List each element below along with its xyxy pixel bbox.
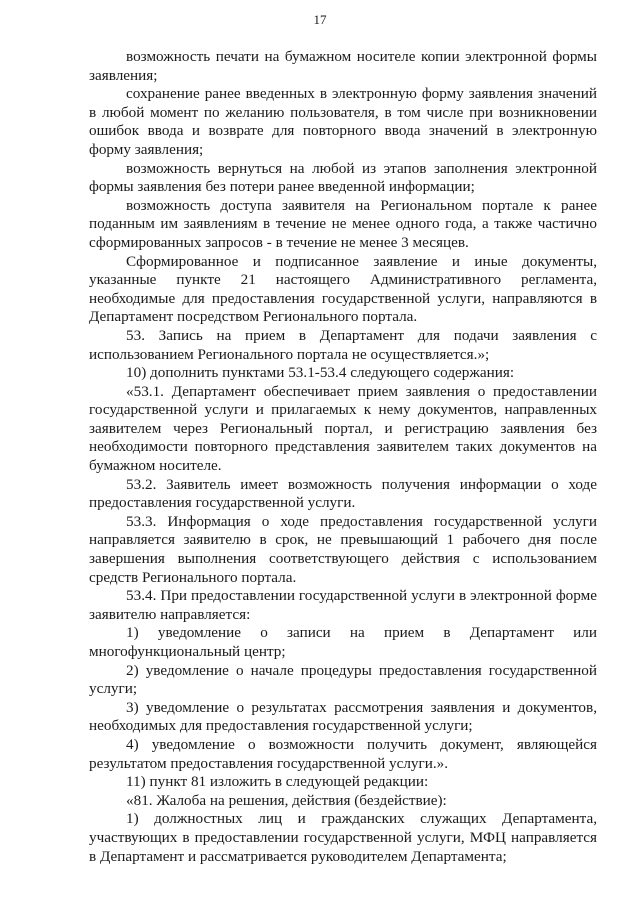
paragraph: сохранение ранее введенных в электронную форму заявления значений в любой момент по желанию пользователя, в том числе при возникновении ошибок ввода и возврате для повторного ввода значений в электронную форму заявления; [89, 85, 597, 158]
paragraph: Сформированное и подписанное заявление и иные документы, указанные пункте 21 настоящего Административного регламента, необходимые для предоставления государственной услуги, направляются в Департамент посредством Регионального портала. [89, 252, 597, 326]
paragraph: 4) уведомление о возможности получить документ, являющейся результатом предоставления государственной услуги.». [89, 735, 597, 772]
paragraph: 53.3. Информация о ходе предоставления государственной услуги направляется заявителю в срок, не превышающий 1 рабочего дня после завершения выполнения соответствующего действия с использованием средств Регионального портала. [89, 512, 597, 586]
paragraph: «81. Жалоба на решения, действия (бездействие): [126, 791, 447, 809]
paragraph: 1) уведомление о записи на прием в Департамент или многофункциональный центр; [89, 624, 597, 660]
paragraph: возможность печати на бумажном носителе копии электронной формы заявления; [89, 48, 597, 84]
paragraph: 11) пункт 81 изложить в следующей редакции: [126, 773, 429, 791]
paragraph: 53. Запись на прием в Департамент для подачи заявления с использованием Регионального портала не осуществляется.»; [89, 326, 597, 363]
paragraph: 53.2. Заявитель имеет возможность получения информации о ходе предоставления государственной услуги. [89, 475, 597, 512]
paragraph: 2) уведомление о начале процедуры предоставления государственной услуги; [89, 661, 597, 698]
paragraph: 3) уведомление о результатах рассмотрения заявления и документов, необходимых для предоставления государственной услуги; [89, 698, 597, 735]
page-number: 17 [313, 12, 327, 27]
paragraph: 10) дополнить пунктами 53.1-53.4 следующего содержания: [126, 364, 515, 382]
paragraph: «53.1. Департамент обеспечивает прием заявления о предоставлении государственной услуги и прилагаемых к нему документов, направленных заявителем через Региональный портал, и регистрацию заявления без необходимости повторного представления заявителем таких документов на бумажном носителе. [89, 382, 597, 475]
paragraph: 53.4. При предоставлении государственной услуги в электронной форме заявителю направляется: [89, 587, 597, 623]
paragraph: возможность вернуться на любой из этапов заполнения электронной формы заявления без потери ранее введенной информации; [89, 159, 597, 196]
paragraph: возможность доступа заявителя на Региональном портале к ранее поданным им заявлениям в течение не менее одного года, а также частично сформированных запросов - в течение не менее 3 месяцев. [89, 196, 597, 251]
document-body [89, 48, 597, 866]
paragraph: 1) должностных лиц и гражданских служащих Департамента, участвующих в предоставлении государственной услуги, МФЦ направляется в Департамент и рассматривается руководителем Департамента; [89, 810, 597, 865]
